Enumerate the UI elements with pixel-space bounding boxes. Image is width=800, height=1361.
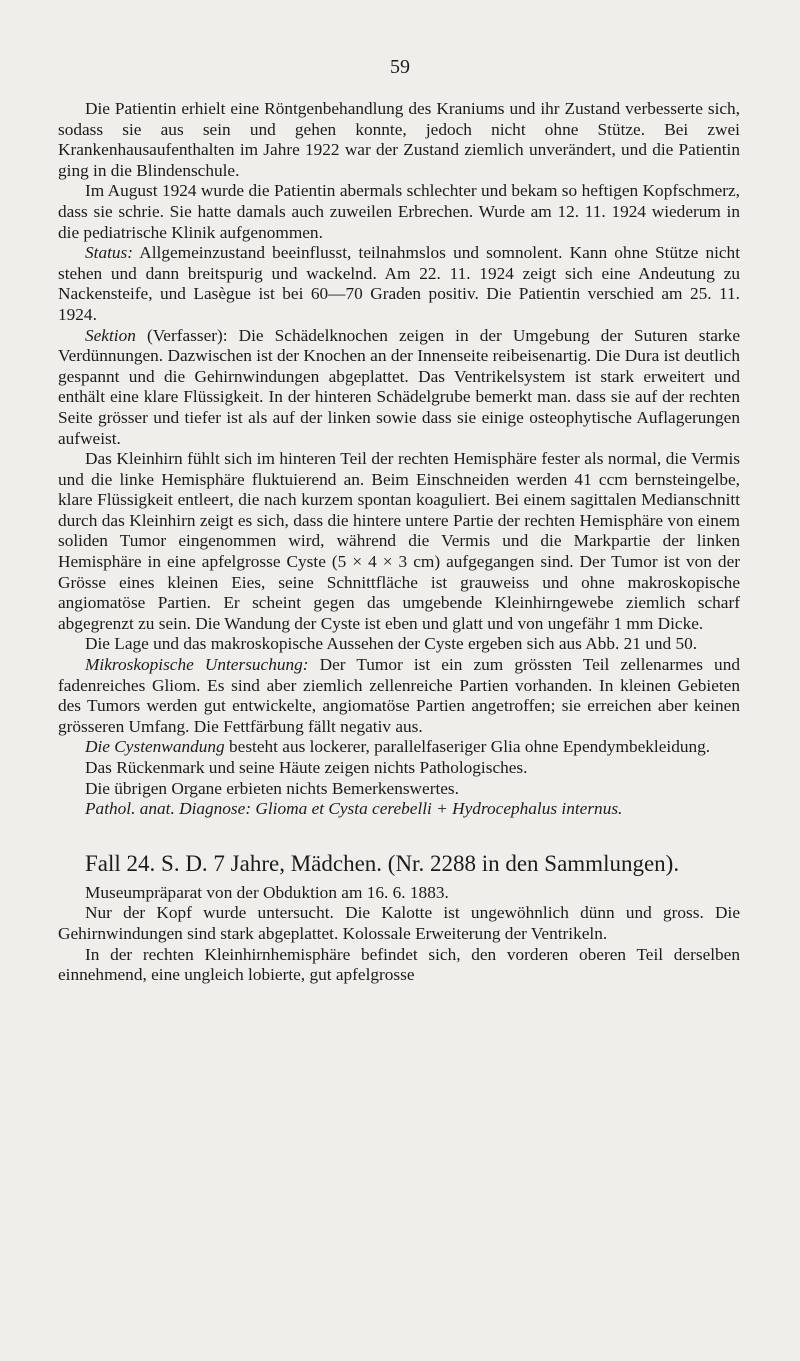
paragraph: Die übrigen Organe erbieten nichts Bemerkenswertes. <box>85 778 459 798</box>
mikro-text: Der Tumor ist ein zum grössten Teil zellenarmes und fadenreiches Gliom. Es sind aber ziemlich zellenreiche Partien vorhanden. In kleinen Gebieten des Tumors werden gut entwickelte, angiomatöse Partien angetroffen; sie erreichen aber keinen grösseren Umfang. Die Fettfärbung fällt negativ aus. <box>58 655 740 736</box>
status-paragraph <box>58 243 740 325</box>
paragraph: In der rechten Kleinhirnhemisphäre befindet sich, den vorderen oberen Teil derselben einnehmend, eine ungleich lobierte, gut apfelgrosse <box>58 944 740 985</box>
sektion-label: Sektion <box>85 325 136 345</box>
paragraph: Nur der Kopf wurde untersucht. Die Kalotte ist ungewöhnlich dünn und gross. Die Gehirnwindungen sind stark abgeplattet. Kolossale Erweiterung der Ventrikeln. <box>58 903 740 943</box>
mikro-label: Mikroskopische Untersuchung: <box>85 655 309 675</box>
status-text: Allgemeinzustand beeinflusst, teilnahmslos und somnolent. Kann ohne Stütze nicht stehen und dann breitspurig und wackelnd. Am 22. 11. 1924 zeigt sich eine Andeutung zu Nackensteife, und Lasègue ist bei 60—70 Graden positiv. Die Patientin verschied am 25. 11. 1924. <box>58 243 740 324</box>
paragraph: Das Kleinhirn fühlt sich im hinteren Teil der rechten Hemisphäre fester als normal, die Vermis und die linke Hemisphäre fluktuierend an. Beim Einschneiden werden 41 ccm bernsteingelbe, klare Flüssigkeit entleert, die nach kurzem spontan koaguliert. Bei einem sagittalen Medianschnitt durch das Kleinhirn zeigt es sich, dass die hintere untere Partie der rechten Hemisphäre von einem soliden Tumor eingenommen wird, während die Vermis und die Markpartie der linken Hemisphäre in eine apfelgrosse Cyste (5 × 4 × 3 cm) aufgegangen sind. Der Tumor ist von der Grösse eines kleinen Eies, seine Schnittfläche ist grauweiss und ohne makroskopische angiomatöse Partien. Er scheint gegen das umgebende Kleinhirngewebe ziemlich scharf abgegrenzt zu sein. Die Wandung der Cyste ist eben und glatt und von ungefähr 1 mm Dicke. <box>58 449 740 633</box>
paragraph: Im August 1924 wurde die Patientin abermals schlechter und bekam so heftigen Kopfschmerz, dass sie schrie. Sie hatte damals auch zuweilen Erbrechen. Wurde am 12. 11. 1924 wiederum in die pediatrische Klinik aufgenommen. <box>58 181 740 242</box>
status-label: Status: <box>85 243 134 263</box>
cystenwandung-text: besteht aus lockerer, parallelfaseriger Glia ohne Ependymbekleidung. <box>224 737 711 757</box>
main-text <box>58 99 740 986</box>
sektion-text: (Verfasser): Die Schädelknochen zeigen in der Umgebung der Suturen starke Verdünnungen. Dazwischen ist der Knochen an der Innenseite reibeisenartig. Die Dura ist deutlich gespannt und die Gehirnwindungen abgeplattet. Das Ventrikelsystem ist stark erweitert und enthält eine klare Flüssigkeit. In der hinteren Schädelgrube bemerkt man. dass sie auf der rechten Seite grösser und tiefer ist als auf der linken sowie dass sie einige osteophytische Auflagerungen aufweist. <box>58 325 740 448</box>
case-heading: Fall 24. S. D. 7 Jahre, Mädchen. (Nr. 2288 in den Sammlungen). <box>85 850 680 876</box>
cystenwandung-paragraph <box>58 737 740 758</box>
diagnosis: Pathol. anat. Diagnose: Glioma et Cysta cerebelli + Hydrocephalus internus. <box>85 799 623 819</box>
page-number: 59 <box>390 56 410 78</box>
sektion-paragraph <box>58 326 740 450</box>
cystenwandung-label: Die Cystenwandung <box>85 737 225 757</box>
mikro-paragraph <box>58 655 740 737</box>
paragraph: Museumpräparat von der Obduktion am 16. 6. 1883. <box>85 882 449 902</box>
paragraph: Die Patientin erhielt eine Röntgenbehandlung des Kraniums und ihr Zustand verbesserte sich, sodass sie aus sein und gehen konnte, jedoch nicht ohne Stütze. Bei zwei Krankenhausaufenthalten im Jahre 1922 war der Zustand ziemlich unverändert, und die Patientin ging in die Blindenschule. <box>58 99 740 180</box>
paragraph: Die Lage und das makroskopische Aussehen der Cyste ergeben sich aus Abb. 21 und 50. <box>85 634 698 654</box>
paragraph: Das Rückenmark und seine Häute zeigen nichts Pathologisches. <box>85 758 528 777</box>
